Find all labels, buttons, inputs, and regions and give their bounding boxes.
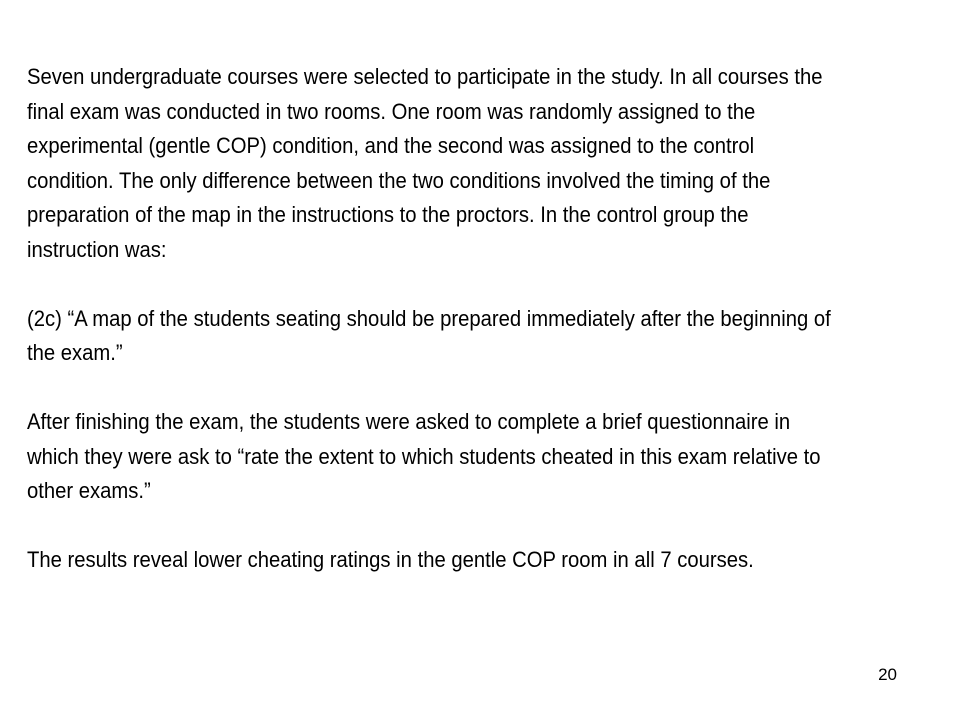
control-instruction-quote: (2c) “A map of the students seating should be prepared immediately after the beginning of the exam.” — [27, 305, 831, 365]
slide-body-text — [27, 60, 837, 578]
page-number: 20 — [878, 665, 897, 684]
results-paragraph: The results reveal lower cheating ratings in the gentle COP room in all 7 courses. — [27, 547, 754, 572]
study-design-paragraph: Seven undergraduate courses were selected to participate in the study. In all courses the final exam was conducted in two rooms. One room was randomly assigned to the experimental (gentle COP) condition, and the second was assigned to the control condition. The only difference between the two conditions involved the timing of the preparation of the map in the instructions to the proctors. In the control group the instruction was: — [27, 64, 823, 262]
questionnaire-paragraph: After finishing the exam, the students were asked to complete a brief questionnaire in which they were ask to “rate the extent to which students cheated in this exam relative to other exams.” — [27, 409, 821, 503]
